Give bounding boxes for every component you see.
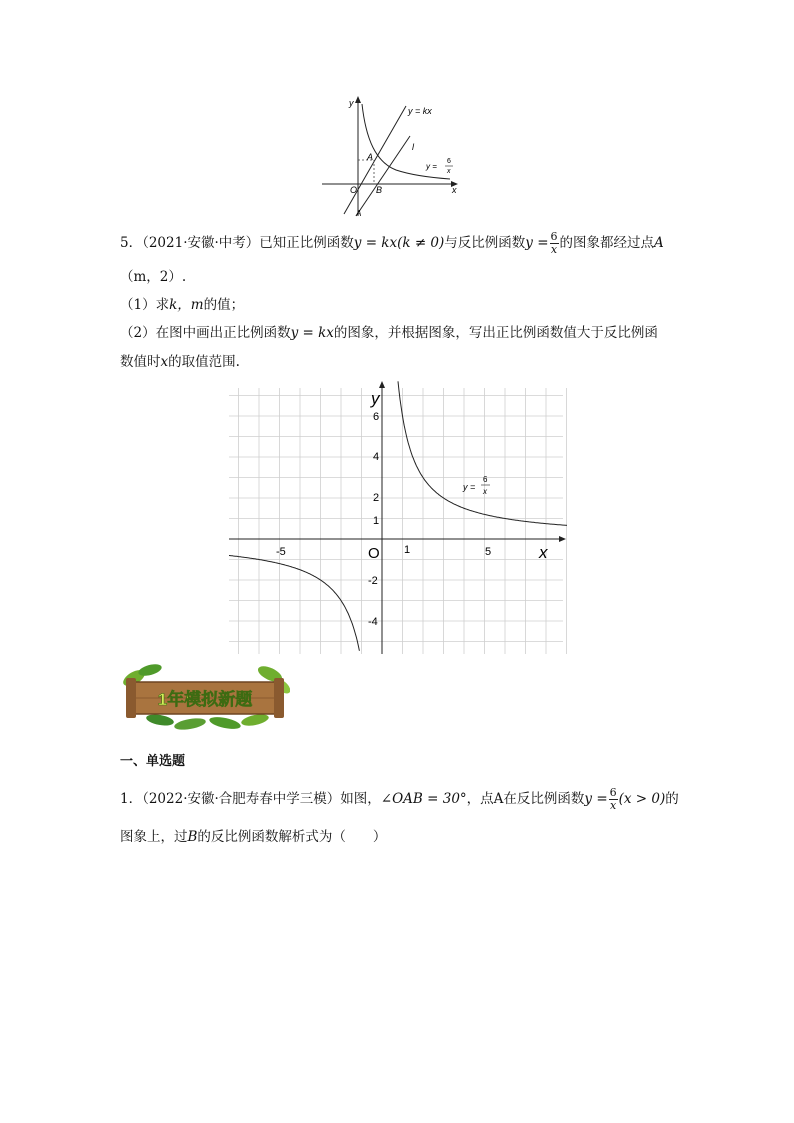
hyperbola-branch-q3 (229, 555, 359, 650)
grid-figure (229, 378, 567, 654)
problem1-fraction: $\frac{6}{x}$ (609, 786, 617, 812)
top-line-l (356, 136, 410, 216)
y-tick-neg4: -4 (368, 616, 378, 628)
problem1-mid: ，点A在反比例函数 (466, 791, 585, 807)
section-banner (120, 660, 290, 732)
problem5-eq1: y = kx(k ≠ 0) (353, 235, 445, 251)
top-label-curve-num: 6 (447, 158, 451, 165)
grid-y-label: y (371, 389, 380, 408)
grid-x-arrow (559, 536, 566, 542)
top-label-y: y (349, 98, 354, 108)
problem5-line2: （m，2）. (120, 269, 187, 285)
problem5-q1: （1）求k，m的值； (120, 297, 245, 313)
grid-y-arrow (379, 381, 385, 388)
problem5-q2-cont: 数值时x的取值范围. (120, 354, 240, 370)
grid-curve-num: 6 (483, 475, 488, 484)
top-label-o: O (350, 185, 358, 195)
y-tick-1: 1 (373, 515, 380, 527)
problem1-tail: 的 (665, 791, 679, 807)
x-tick-5: 5 (485, 546, 492, 558)
top-figure (318, 92, 468, 220)
grid-curve-den: x (483, 487, 487, 496)
top-label-l: l (412, 142, 414, 152)
problem1-lead: 1．（2022·安徽·合肥寿春中学三模）如图， (120, 791, 381, 807)
top-label-a2: A (356, 209, 362, 218)
grid-x-label: x (539, 543, 548, 562)
top-y-arrow (355, 96, 361, 103)
x-tick-neg5: -5 (276, 546, 286, 558)
grid-lines (229, 388, 567, 654)
y-tick-4: 4 (373, 451, 380, 463)
problem5-fraction: $\frac{6}{x}$ (550, 230, 558, 256)
grid-origin-label: O (368, 545, 380, 562)
problem5-point: A (654, 235, 664, 251)
problem5-mid: 与反比例函数 (444, 235, 526, 251)
top-label-x: x (452, 185, 457, 195)
top-label-curve: y = (426, 162, 437, 171)
problem5-lead: 5．（2021·安徽·中考）已知正比例函数 (120, 235, 354, 251)
section-title: 一、单选题 (120, 754, 186, 769)
top-label-kx: y = kx (408, 106, 432, 116)
problem5-q2: （2）在图中画出正比例函数y = kx的图象，并根据图象，写出正比例函数值大于反比例函 (120, 325, 658, 341)
top-label-a: A (367, 152, 374, 162)
y-tick-6: 6 (373, 411, 380, 423)
y-tick-neg2: -2 (368, 575, 378, 587)
problem1-cond: (x > 0) (618, 791, 666, 807)
grid-curve-label: y = (463, 482, 476, 492)
problem1-line1 (120, 787, 679, 812)
problem1-line2: 图象上，过B的反比例函数解析式为（ ） (120, 829, 387, 845)
problem5-eq2: y = (525, 235, 549, 251)
x-tick-1: 1 (404, 544, 411, 556)
problem1-angle: ∠OAB = 30° (380, 791, 467, 807)
top-label-curve-den: x (447, 168, 451, 175)
problem5-line1 (120, 231, 664, 256)
problem1-eq: y = (584, 791, 608, 807)
top-label-b: B (376, 185, 383, 195)
problem5-tail: 的图象都经过点 (559, 235, 655, 251)
top-line-kx (344, 106, 406, 214)
y-tick-2: 2 (373, 492, 380, 504)
banner-text: 1年模拟新题 (157, 690, 253, 709)
